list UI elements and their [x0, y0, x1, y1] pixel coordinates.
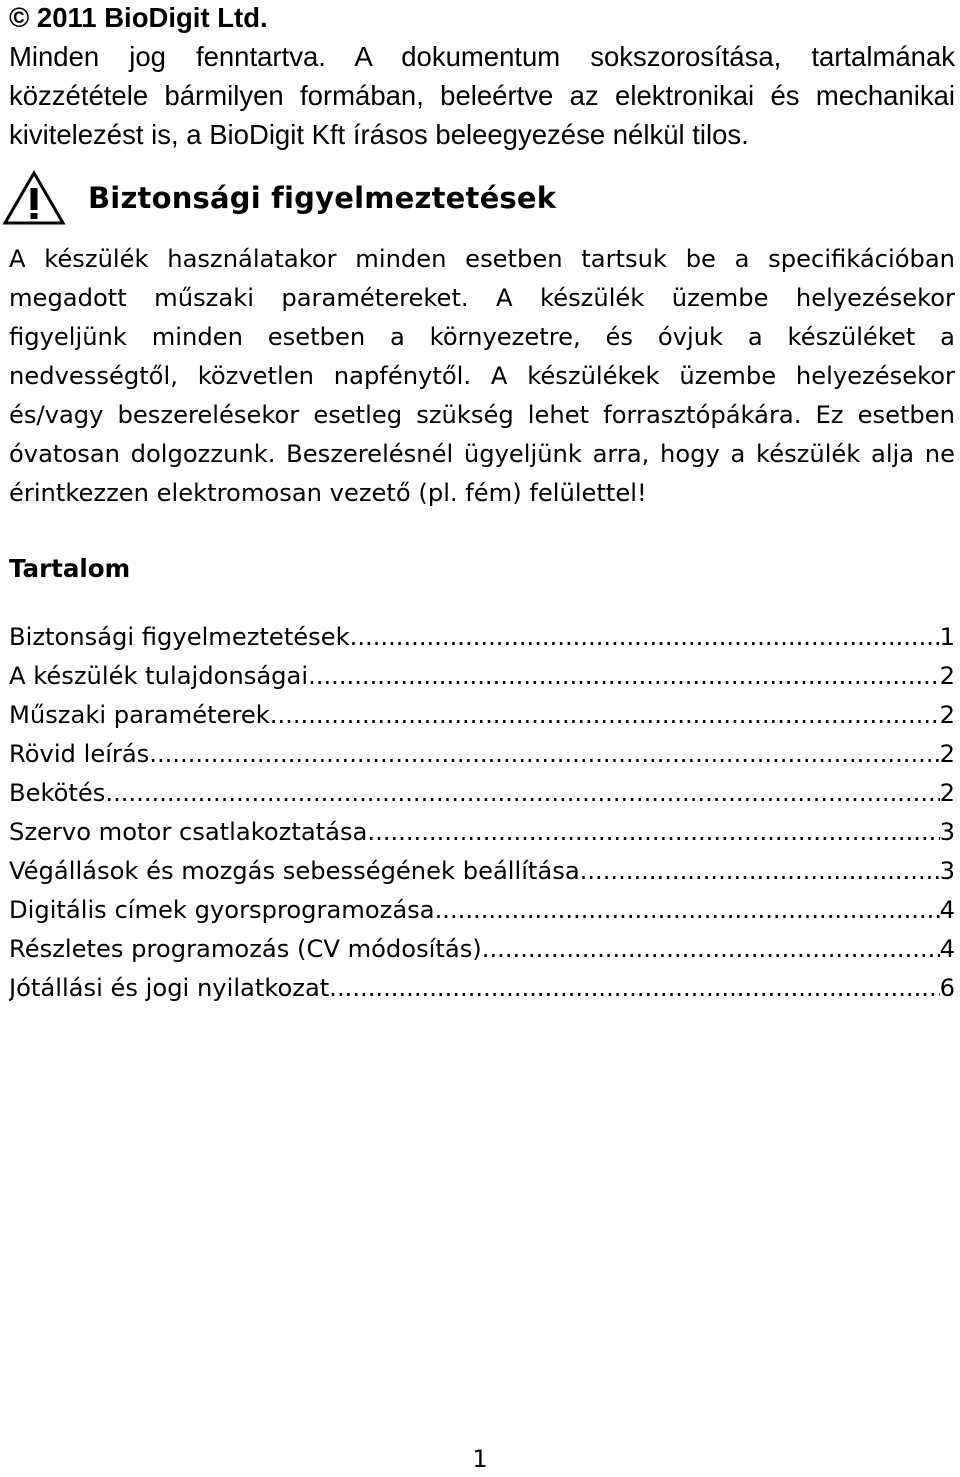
toc-entry-page: 2 [939, 662, 955, 690]
toc-entry[interactable] [9, 618, 955, 657]
toc-entry[interactable] [9, 930, 955, 969]
toc-entry-label: Jótállási és jogi nyilatkozat [9, 974, 330, 1002]
toc-leader-dots [149, 735, 939, 774]
toc-leader-dots [329, 969, 939, 1008]
toc-entry-label: Rövid leírás [9, 740, 150, 768]
toc-leader-dots [350, 618, 940, 657]
toc-entry-page: 1 [939, 623, 955, 651]
toc-leader-dots [580, 852, 940, 891]
table-of-contents [9, 618, 955, 1008]
toc-entry[interactable] [9, 696, 955, 735]
toc-leader-dots [270, 696, 940, 735]
copyright-block [9, 0, 955, 154]
toc-entry-label: Végállások és mozgás sebességének beállítása [9, 857, 580, 885]
toc-entry[interactable] [9, 813, 955, 852]
toc-entry[interactable] [9, 852, 955, 891]
toc-entry-label: Biztonsági figyelmeztetések [9, 623, 350, 651]
toc-entry-label: Bekötés [9, 779, 106, 807]
page-number: 1 [472, 1445, 488, 1473]
toc-entry-page: 3 [939, 857, 955, 885]
safety-header [9, 168, 955, 228]
toc-entry[interactable] [9, 735, 955, 774]
safety-title: Biztonsági figyelmeztetések [88, 181, 557, 215]
toc-entry-page: 6 [939, 974, 955, 1002]
toc-entry-label: A készülék tulajdonságai [9, 662, 309, 690]
toc-entry-label: Digitális címek gyorsprogramozása [9, 896, 435, 924]
toc-title: Tartalom [9, 554, 131, 583]
toc-entry[interactable] [9, 774, 955, 813]
toc-leader-dots [435, 891, 940, 930]
toc-entry-label: Szervo motor csatlakoztatása [9, 818, 368, 846]
toc-entry-page: 4 [939, 935, 955, 963]
toc-leader-dots [308, 657, 940, 696]
document-page [9, 0, 955, 1008]
toc-leader-dots [105, 774, 939, 813]
toc-entry-page: 2 [939, 740, 955, 768]
toc-entry-label: Műszaki paraméterek [9, 701, 270, 729]
warning-triangle-icon [2, 170, 66, 226]
toc-entry-page: 2 [939, 701, 955, 729]
safety-text: A készülék használatakor minden esetben tartsuk be a specifikációban megadott műszaki paramétereket. A készülék üzembe helyezésekor figyeljünk minden esetben a környezetre, és óvjuk a készüléket a nedvességtől, közvetlen napfénytől. A készülékek üzembe helyezésekor és/vagy beszerelésekor esetleg szükség lehet forrasztópákára. Ez esetben óvatosan dolgozzunk. Beszerelésnél ügyeljünk arra, hogy a készülék alja ne érintkezzen elektromosan vezető (pl. fém) felülettel! [9, 245, 955, 507]
copyright-text: Minden jog fenntartva. A dokumentum sokszorosítása, tartalmának közzététele bármilyen formában, beleértve az elektronikai és mechanikai kivitelezést is, a BioDigit Kft írásos beleegyezése nélkül tilos. [9, 41, 955, 150]
toc-leader-dots [367, 813, 939, 852]
toc-leader-dots [482, 930, 940, 969]
toc-entry-page: 3 [939, 818, 955, 846]
toc-entry[interactable] [9, 969, 955, 1008]
toc-entry-label: Részletes programozás (CV módosítás) [9, 935, 482, 963]
copyright-title: © 2011 BioDigit Ltd. [9, 2, 268, 33]
toc-entry-page: 4 [939, 896, 955, 924]
toc-entry[interactable] [9, 891, 955, 930]
toc-entry-page: 2 [939, 779, 955, 807]
toc-entry[interactable] [9, 657, 955, 696]
